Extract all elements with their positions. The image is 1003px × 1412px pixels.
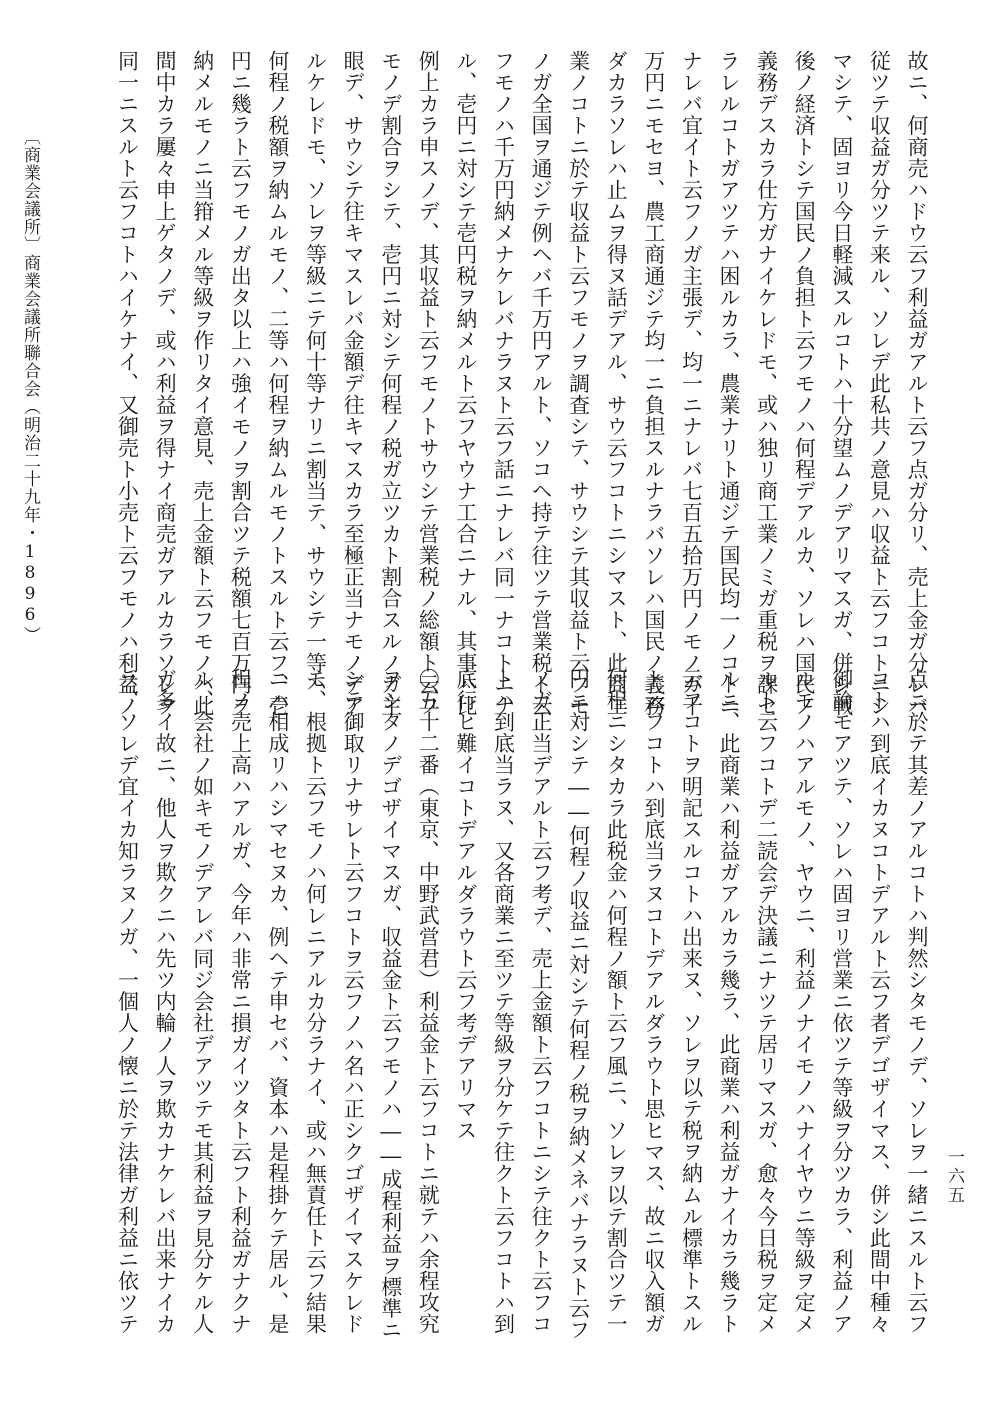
text-column: ニハ相成リハシマセヌカ、例ヘテ申セバ、資本ハ是程掛ケテ居ル、是: [265, 668, 290, 1335]
text-column: 程ノ売上高ハアルガ、今年ハ非常ニ損ガイツタト云フト利益ガナクナ: [228, 668, 253, 1335]
text-column: 義務デスカラ仕方ガナイケレドモ、或ハ独リ商工業ノミガ重税ヲ課セ: [754, 50, 779, 717]
text-column: ガ多イ故ニ、他人ヲ欺クニハ先ツ内輪ノ人ヲ欺カナケレバ出来ナイカ: [153, 668, 178, 1335]
text-column: 円ニ対シテ――何程ノ収益ニ対シテ何程ノ税ヲ納メネバナラヌト云フ: [566, 668, 591, 1341]
text-column: 納メルモノニ当箝メル等級ヲ作リタイ意見、売上金額ト云フモノハ此: [190, 50, 215, 717]
text-column: フモノハ千万円納メナケレバナラヌト云フ話ニナレバ同一ナコトニナ: [491, 50, 516, 717]
text-column: モノデ割合ヲシテ、壱円ニ対シテ何程ノ税ガ立ツカト割合スルノガ主: [378, 50, 403, 717]
text-column: ルモノハアルモノ、ヤウニ、利益ノナイモノハナイヤウニ等級ヲ定メ: [792, 668, 817, 1335]
text-column: ダカラソレハ止ムヲ得ヌ話デアル、サウ云フコトニシマスト、此商工: [604, 50, 629, 717]
text-column: マシテ、固ヨリ今日軽減スルコトハ十分望ムノデアリマスガ、併シ戦: [829, 50, 854, 717]
text-column: 底行ヒ難イコトデアルダラウト云フ考デアリマス: [453, 668, 478, 1141]
text-column: ラレルコトガアツテハ困ルカラ、農業ナリト通ジテ国民均一ノコトニ: [717, 50, 742, 717]
text-column: ト云フコトハ到底当ラヌコトデアルダラウト思ヒマス、故ニ収入額ガ: [641, 668, 666, 1335]
text-column: 間中カラ屢々申上ゲタノデ、或ハ利益ヲ得ナイ商売ガアルカラソレヲ: [153, 50, 178, 717]
text-column: ルケレドモ、ソレヲ等級ニテ何十等ナリニ割当テ、サウシテ一等ハ: [303, 50, 328, 695]
text-column: 同一ニスルト云フコトハイケナイ、又御売ト小売ト云フモノハ利益ノ: [115, 50, 140, 717]
text-column: ノガ正当デアルト云フ考デ、売上金額ト云フコトニシテ往クト云フコ: [529, 668, 554, 1335]
text-column: 後ノ経済トシテ国民ノ負担ト云フモノハ何程デアルカ、ソレハ国民ノ: [792, 50, 817, 717]
text-column: ヲシタノデゴザイマスガ、収益金ト云フモノハ――成程利益ヲ標準ニ: [378, 668, 403, 1341]
text-column: 云フコトヲ明記スルコトハ出来ヌ、ソレヲ以テ税ヲ納ムル標準トスル: [679, 668, 704, 1335]
text-column: モ、根拠ト云フモノハ何レニアルカ分ラナイ、或ハ無責任ト云フ結果: [303, 668, 328, 1335]
text-column: ノガ全国ヲ通ジテ例ヘバ千万円アルト、ソコヘ持テ往ツテ営業税ト云: [529, 50, 554, 717]
running-head: [18, 128, 43, 644]
text-column: 何程ニシタカラ此税金ハ何程ノ額ト云フ風ニ、ソレヲ以テ割合ツテ一: [604, 668, 629, 1335]
text-column: 故ニ、何商売ハドウ云フ利益ガアルト云フ点ガ分リ、売上金ガ分レバ: [905, 50, 929, 717]
text-column: シテ御取リナサレト云フコトヲ云フノハ名ハ正シクゴザイマスケレド: [341, 668, 366, 1335]
text-column: 御論モアツテ、ソレハ固ヨリ営業ニ依ツテ等級ヲ分ツカラ、利益ノア: [829, 668, 854, 1335]
section-label: 〔商業会議所〕: [20, 128, 40, 254]
text-column: ラ、ソレデ宜イカ知ラヌノガ、一個人ノ懐ニ於テ法律ガ利益ニ依ツテ: [115, 668, 140, 1335]
text-column: ル、会社ノ如キモノデアレバ同ジ会社デアツテモ其利益ヲ見分ケル人: [190, 668, 215, 1335]
text-column: 眼デ、サウシテ往キマスレバ金額デ往キマスカラ至極正当ナモノデア: [341, 50, 366, 717]
text-column: 従ツテ収益ガ分ツテ来ル、ソレデ此私共ノ意見ハ収益ト云フコトニシ: [867, 50, 892, 717]
text-column: ナレバ宜イト云フノガ主張デ、均一ニナレバ七百五拾万円ノモノガ千: [679, 50, 704, 717]
text-column: トハ到底当ラヌ、又各商業ニ至ツテ等級ヲ分ケテ往クト云フコトハ到: [491, 668, 516, 1335]
text-column: 業ノコトニ於テ収益ト云フモノヲ調査シテ、サウシテ其収益ト云フモ: [566, 50, 591, 717]
organization-name: 商業会議所聯合会: [20, 254, 40, 398]
text-column: ル、壱円ニ対シテ壱円税ヲ納メルト云フヤウナ工合ニナル、其事ハ比: [453, 50, 478, 717]
text-column: ルト云フコトデ二読会デ決議ニナツテ居リマスガ、愈々今日税ヲ定メ: [754, 668, 779, 1335]
text-column: 何程ノ税額ヲ納ムルモノ、二等ハ何程ヲ納ムルモノトスルト云フ、壱: [265, 50, 290, 717]
page-number: 一六五: [944, 1148, 964, 1205]
text-column: 万円ニモセヨ、農工商通ジテ均一ニ負担スルナラバソレハ国民ノ義務: [641, 50, 666, 717]
text-column: 円ニ幾ラト云フモノガ出タ以上ハ強イモノヲ割合ツテ税額七百万円ヲ: [228, 50, 253, 717]
text-column: 例上カラ申スノデ、其収益ト云フモノトサウシテ営業税ノ総額ト云フ: [416, 50, 441, 717]
era-label: （明治二十九年・1896）: [20, 398, 40, 644]
upper-text-block: [108, 50, 935, 717]
text-column: コトハ到底イカヌコトデアルト云フ者デゴザイマス、併シ此間中種々: [867, 668, 892, 1335]
text-column: 〇五十二番（東京、中野武営君）利益金ト云フコトニ就テハ余程攻究: [416, 668, 441, 1335]
lower-text-block: [108, 668, 935, 1341]
text-column: ルニ、此商業ハ利益ガアルカラ幾ラ、此商業ハ利益ガナイカラ幾ラト: [717, 668, 742, 1335]
text-column: 点ニ於テ其差ノアルコトハ判然シタモノデ、ソレヲ一緒ニスルト云フ: [905, 668, 929, 1335]
